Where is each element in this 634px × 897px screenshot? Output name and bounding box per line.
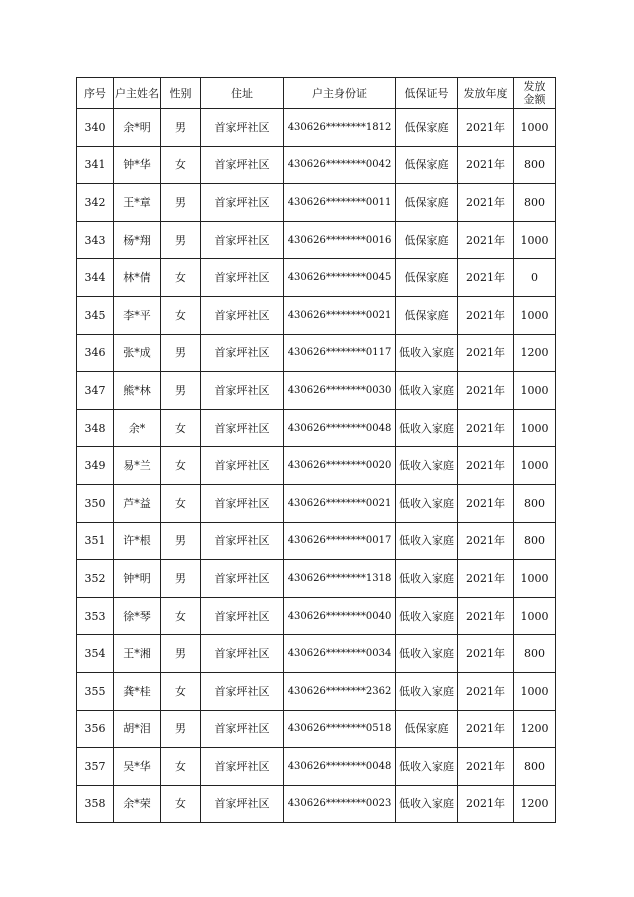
address-cell: 首家坪社区 (201, 184, 284, 222)
amount-cell: 1200 (514, 785, 556, 823)
table-row (77, 409, 556, 447)
address-cell: 首家坪社区 (201, 635, 284, 673)
certificate-cell: 低收入家庭 (396, 560, 458, 598)
header-address: 住址 (201, 78, 284, 109)
table-row (77, 748, 556, 786)
serial-cell: 351 (77, 522, 114, 560)
header-amount: 发放金额 (514, 78, 556, 109)
table-row (77, 522, 556, 560)
address-cell: 首家坪社区 (201, 522, 284, 560)
name-cell: 许*根 (114, 522, 161, 560)
year-cell: 2021年 (458, 560, 514, 598)
gender-cell: 男 (161, 635, 201, 673)
gender-cell: 女 (161, 748, 201, 786)
serial-cell: 346 (77, 334, 114, 372)
year-cell: 2021年 (458, 484, 514, 522)
name-cell: 易*兰 (114, 447, 161, 485)
header-row (77, 78, 556, 109)
name-cell: 杨*翔 (114, 221, 161, 259)
certificate-cell: 低收入家庭 (396, 372, 458, 410)
address-cell: 首家坪社区 (201, 560, 284, 598)
certificate-cell: 低收入家庭 (396, 522, 458, 560)
header-householder-name: 户主姓名 (114, 78, 161, 109)
amount-cell: 1000 (514, 409, 556, 447)
gender-cell: 女 (161, 785, 201, 823)
name-cell: 余* (114, 409, 161, 447)
serial-cell: 353 (77, 597, 114, 635)
year-cell: 2021年 (458, 597, 514, 635)
table-row (77, 372, 556, 410)
serial-cell: 358 (77, 785, 114, 823)
certificate-cell: 低收入家庭 (396, 635, 458, 673)
header-serial: 序号 (77, 78, 114, 109)
id-card-cell: 430626********0016 (284, 221, 396, 259)
gender-cell: 女 (161, 597, 201, 635)
id-card-cell: 430626********0045 (284, 259, 396, 297)
certificate-cell: 低收入家庭 (396, 447, 458, 485)
certificate-cell: 低收入家庭 (396, 748, 458, 786)
amount-cell: 1000 (514, 597, 556, 635)
certificate-cell: 低收入家庭 (396, 785, 458, 823)
id-card-cell: 430626********0023 (284, 785, 396, 823)
amount-cell: 800 (514, 522, 556, 560)
id-card-cell: 430626********0017 (284, 522, 396, 560)
gender-cell: 女 (161, 296, 201, 334)
certificate-cell: 低保家庭 (396, 259, 458, 297)
header-year: 发放年度 (458, 78, 514, 109)
table-row (77, 334, 556, 372)
gender-cell: 女 (161, 484, 201, 522)
serial-cell: 340 (77, 109, 114, 147)
year-cell: 2021年 (458, 146, 514, 184)
id-card-cell: 430626********0011 (284, 184, 396, 222)
name-cell: 熊*林 (114, 372, 161, 410)
address-cell: 首家坪社区 (201, 672, 284, 710)
id-card-cell: 430626********0021 (284, 296, 396, 334)
name-cell: 王*章 (114, 184, 161, 222)
serial-cell: 356 (77, 710, 114, 748)
amount-cell: 1000 (514, 109, 556, 147)
amount-cell: 1000 (514, 296, 556, 334)
table-row (77, 296, 556, 334)
gender-cell: 男 (161, 109, 201, 147)
serial-cell: 342 (77, 184, 114, 222)
year-cell: 2021年 (458, 672, 514, 710)
serial-cell: 352 (77, 560, 114, 598)
name-cell: 龚*桂 (114, 672, 161, 710)
amount-cell: 1000 (514, 221, 556, 259)
address-cell: 首家坪社区 (201, 409, 284, 447)
serial-cell: 354 (77, 635, 114, 673)
name-cell: 钟*华 (114, 146, 161, 184)
address-cell: 首家坪社区 (201, 372, 284, 410)
year-cell: 2021年 (458, 296, 514, 334)
serial-cell: 357 (77, 748, 114, 786)
name-cell: 胡*泪 (114, 710, 161, 748)
table-row (77, 184, 556, 222)
header-id-card: 户主身份证 (284, 78, 396, 109)
id-card-cell: 430626********0117 (284, 334, 396, 372)
address-cell: 首家坪社区 (201, 484, 284, 522)
id-card-cell: 430626********0034 (284, 635, 396, 673)
allowance-table (76, 77, 556, 823)
certificate-cell: 低收入家庭 (396, 672, 458, 710)
year-cell: 2021年 (458, 447, 514, 485)
name-cell: 王*湘 (114, 635, 161, 673)
table-row (77, 597, 556, 635)
gender-cell: 女 (161, 447, 201, 485)
certificate-cell: 低收入家庭 (396, 484, 458, 522)
address-cell: 首家坪社区 (201, 334, 284, 372)
certificate-cell: 低收入家庭 (396, 597, 458, 635)
year-cell: 2021年 (458, 748, 514, 786)
year-cell: 2021年 (458, 710, 514, 748)
year-cell: 2021年 (458, 259, 514, 297)
certificate-cell: 低保家庭 (396, 184, 458, 222)
serial-cell: 347 (77, 372, 114, 410)
address-cell: 首家坪社区 (201, 146, 284, 184)
certificate-cell: 低保家庭 (396, 221, 458, 259)
amount-cell: 1000 (514, 372, 556, 410)
address-cell: 首家坪社区 (201, 447, 284, 485)
address-cell: 首家坪社区 (201, 710, 284, 748)
serial-cell: 343 (77, 221, 114, 259)
table-row (77, 560, 556, 598)
certificate-cell: 低保家庭 (396, 109, 458, 147)
year-cell: 2021年 (458, 334, 514, 372)
gender-cell: 男 (161, 334, 201, 372)
gender-cell: 男 (161, 184, 201, 222)
serial-cell: 350 (77, 484, 114, 522)
table-row (77, 672, 556, 710)
name-cell: 钟*明 (114, 560, 161, 598)
table-body (77, 109, 556, 823)
id-card-cell: 430626********0048 (284, 748, 396, 786)
gender-cell: 女 (161, 259, 201, 297)
year-cell: 2021年 (458, 522, 514, 560)
name-cell: 徐*琴 (114, 597, 161, 635)
name-cell: 李*平 (114, 296, 161, 334)
id-card-cell: 430626********0021 (284, 484, 396, 522)
gender-cell: 女 (161, 146, 201, 184)
id-card-cell: 430626********2362 (284, 672, 396, 710)
serial-cell: 355 (77, 672, 114, 710)
table-header (77, 78, 556, 109)
table-row (77, 221, 556, 259)
address-cell: 首家坪社区 (201, 109, 284, 147)
certificate-cell: 低收入家庭 (396, 334, 458, 372)
year-cell: 2021年 (458, 635, 514, 673)
id-card-cell: 430626********0518 (284, 710, 396, 748)
gender-cell: 女 (161, 409, 201, 447)
certificate-cell: 低保家庭 (396, 296, 458, 334)
address-cell: 首家坪社区 (201, 785, 284, 823)
year-cell: 2021年 (458, 184, 514, 222)
gender-cell: 男 (161, 522, 201, 560)
certificate-cell: 低保家庭 (396, 146, 458, 184)
year-cell: 2021年 (458, 409, 514, 447)
table-row (77, 109, 556, 147)
id-card-cell: 430626********0020 (284, 447, 396, 485)
address-cell: 首家坪社区 (201, 597, 284, 635)
year-cell: 2021年 (458, 372, 514, 410)
table-row (77, 259, 556, 297)
serial-cell: 341 (77, 146, 114, 184)
address-cell: 首家坪社区 (201, 221, 284, 259)
header-certificate: 低保证号 (396, 78, 458, 109)
id-card-cell: 430626********0048 (284, 409, 396, 447)
amount-cell: 1200 (514, 334, 556, 372)
amount-cell: 0 (514, 259, 556, 297)
gender-cell: 男 (161, 372, 201, 410)
year-cell: 2021年 (458, 109, 514, 147)
serial-cell: 348 (77, 409, 114, 447)
serial-cell: 344 (77, 259, 114, 297)
serial-cell: 349 (77, 447, 114, 485)
table-row (77, 710, 556, 748)
certificate-cell: 低保家庭 (396, 710, 458, 748)
year-cell: 2021年 (458, 221, 514, 259)
amount-cell: 1000 (514, 447, 556, 485)
amount-cell: 800 (514, 146, 556, 184)
table-row (77, 484, 556, 522)
name-cell: 张*成 (114, 334, 161, 372)
year-cell: 2021年 (458, 785, 514, 823)
name-cell: 余*明 (114, 109, 161, 147)
gender-cell: 男 (161, 710, 201, 748)
address-cell: 首家坪社区 (201, 259, 284, 297)
header-gender: 性别 (161, 78, 201, 109)
id-card-cell: 430626********0042 (284, 146, 396, 184)
gender-cell: 男 (161, 560, 201, 598)
id-card-cell: 430626********1812 (284, 109, 396, 147)
amount-cell: 1200 (514, 710, 556, 748)
table-row (77, 635, 556, 673)
amount-cell: 1000 (514, 672, 556, 710)
allowance-table-container (76, 77, 556, 823)
table-row (77, 447, 556, 485)
amount-cell: 800 (514, 184, 556, 222)
address-cell: 首家坪社区 (201, 296, 284, 334)
id-card-cell: 430626********0040 (284, 597, 396, 635)
amount-cell: 800 (514, 748, 556, 786)
amount-cell: 800 (514, 635, 556, 673)
gender-cell: 男 (161, 221, 201, 259)
table-row (77, 785, 556, 823)
gender-cell: 女 (161, 672, 201, 710)
amount-cell: 800 (514, 484, 556, 522)
id-card-cell: 430626********0030 (284, 372, 396, 410)
table-row (77, 146, 556, 184)
name-cell: 林*倩 (114, 259, 161, 297)
address-cell: 首家坪社区 (201, 748, 284, 786)
name-cell: 余*荣 (114, 785, 161, 823)
id-card-cell: 430626********1318 (284, 560, 396, 598)
name-cell: 芦*益 (114, 484, 161, 522)
serial-cell: 345 (77, 296, 114, 334)
name-cell: 吴*华 (114, 748, 161, 786)
certificate-cell: 低收入家庭 (396, 409, 458, 447)
amount-cell: 1000 (514, 560, 556, 598)
